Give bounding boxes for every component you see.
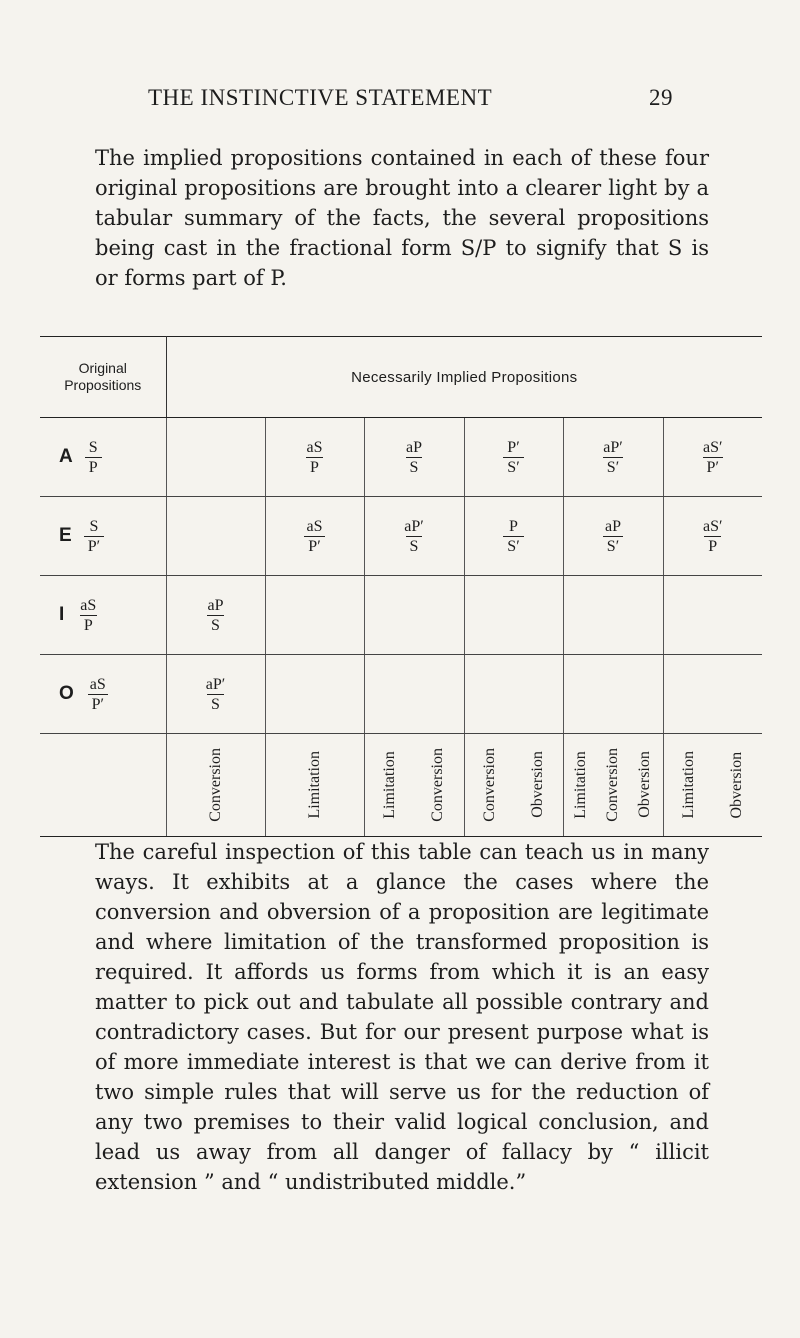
operation-label: Conversion — [429, 748, 447, 822]
implied-fraction: $\frac{aP}{S}$ — [406, 438, 422, 476]
table-row — [40, 576, 762, 655]
header-title: THE INSTINCTIVE STATEMENT — [148, 85, 493, 110]
operation-label: Obversion — [727, 751, 745, 819]
operation-label: Limitation — [679, 751, 697, 819]
proposition-letter: O — [59, 683, 74, 704]
implied-fraction: $\frac{aP'}{S}$ — [205, 675, 226, 713]
implied-cell — [663, 497, 762, 576]
table-row — [40, 497, 762, 576]
table-row — [40, 655, 762, 734]
implied-fraction: $\frac{P'}{S'}$ — [503, 438, 523, 477]
table-row — [40, 418, 762, 497]
implied-fraction: $\frac{aP'}{S'}$ — [603, 438, 623, 476]
original-fraction: $\frac{aS}{P}$ — [80, 596, 97, 634]
implied-cell — [364, 655, 464, 734]
operation-cell — [464, 734, 563, 837]
proposition-letter: I — [59, 604, 65, 625]
implied-cell — [464, 655, 563, 734]
implied-cell — [265, 418, 364, 497]
implied-cell — [464, 497, 563, 576]
implied-cell — [364, 418, 464, 497]
operation-label: Limitation — [305, 751, 323, 819]
operation-label: Conversion — [603, 748, 621, 822]
original-fraction: $\frac{S}{P'}$ — [84, 517, 104, 556]
implied-cell — [364, 497, 464, 576]
implied-fraction: $\frac{aS'}{P}$ — [703, 517, 723, 555]
implied-cell — [563, 576, 663, 655]
implied-cell — [265, 655, 364, 734]
implied-cell — [364, 576, 464, 655]
implied-cell — [563, 418, 663, 497]
operation-label: Obversion — [636, 751, 654, 819]
implied-fraction: $\frac{P}{S'}$ — [503, 517, 523, 556]
original-proposition-cell — [40, 655, 166, 734]
proposition-letter: E — [59, 525, 72, 546]
operation-label: Limitation — [380, 751, 398, 819]
implied-fraction: $\frac{aS'}{P'}$ — [703, 438, 723, 476]
operation-label: Conversion — [480, 748, 498, 822]
operations-row — [40, 734, 762, 837]
original-propositions-header: Original Propositions — [40, 337, 166, 418]
implied-cell — [166, 418, 265, 497]
implied-cell — [166, 497, 265, 576]
propositions-table — [40, 336, 762, 837]
operation-cell — [166, 734, 265, 837]
original-proposition-cell — [40, 576, 166, 655]
operation-label: Conversion — [206, 748, 224, 822]
operation-cell — [563, 734, 663, 837]
implied-cell — [166, 655, 265, 734]
operation-label: Limitation — [571, 751, 589, 819]
implied-fraction: $\frac{aS}{P}$ — [306, 438, 323, 476]
implied-cell — [563, 497, 663, 576]
original-fraction: $\frac{aS}{P'}$ — [86, 675, 110, 714]
original-proposition-cell — [40, 418, 166, 497]
page-number: 29 — [649, 85, 673, 110]
operation-label: Obversion — [528, 751, 546, 819]
implied-cell — [265, 497, 364, 576]
original-proposition-cell — [40, 497, 166, 576]
implied-cell — [464, 576, 563, 655]
implied-cell — [663, 576, 762, 655]
implied-propositions-header: Necessarily Implied Propositions — [166, 337, 762, 418]
implied-fraction: $\frac{aS}{P'}$ — [303, 517, 327, 556]
implied-cell — [663, 418, 762, 497]
intro-paragraph: The implied propositions contained in each of these four original propositions are brought into a clearer light by a tabular summary of the facts, the several propositions being cast in the fractional form S/P to signify that S is or forms part of P. — [95, 146, 709, 290]
implied-fraction: $\frac{aP'}{S}$ — [404, 517, 424, 555]
implied-cell — [265, 576, 364, 655]
implied-cell — [166, 576, 265, 655]
running-header — [148, 85, 673, 111]
implied-fraction: $\frac{aP}{S}$ — [207, 596, 224, 634]
proposition-letter: A — [59, 446, 73, 467]
operation-cell — [364, 734, 464, 837]
implied-cell — [563, 655, 663, 734]
operation-cell — [265, 734, 364, 837]
operation-cell — [663, 734, 762, 837]
implied-cell — [663, 655, 762, 734]
original-fraction: $\frac{S}{P}$ — [85, 438, 102, 477]
implied-cell — [464, 418, 563, 497]
closing-paragraph: The careful inspection of this table can teach us in many ways. It exhibits at a glance the cases where the conversion and obversion of a proposition are legitimate and where limitation of the transformed proposition is required. It affords us forms from which it is an easy matter to pick out and tabulate all possible contrary and contradictory cases. But for our present purpose what is of more immediate interest is that we can derive from it two simple rules that will serve us for the reduction of any two premises to their valid logical conclusion, and lead us away from all danger of fallacy by “ illicit extension ” and “ undistributed middle.” — [95, 840, 709, 1194]
implied-fraction: $\frac{aP}{S'}$ — [601, 517, 625, 556]
